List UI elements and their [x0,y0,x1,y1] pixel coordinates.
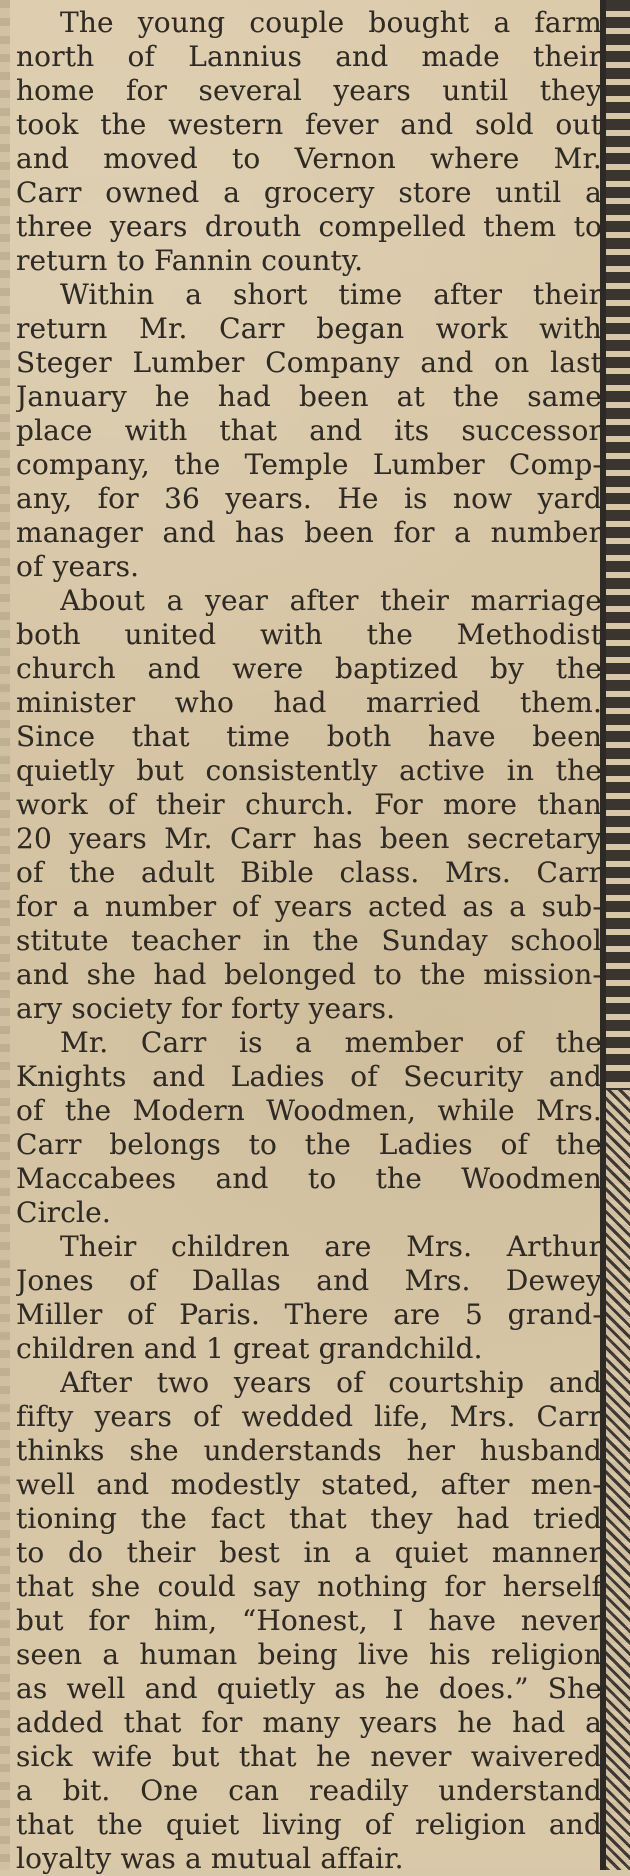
text-line: manager and has been for a number [16,516,602,549]
text-line: Carr belongs to the Ladies of the [16,1128,602,1161]
text-line: three years drouth compelled them to [16,210,602,243]
text-line: seen a human being live his religion [16,1638,602,1671]
text-line: loyalty was a mutual affair. [16,1842,404,1875]
text-line: After two years of courtship and [60,1366,602,1399]
text-line: minister who had married them. [16,686,602,719]
text-line: stitute teacher in the Sunday school [16,924,602,957]
text-line: that she could say nothing for herself [16,1570,602,1603]
text-line: place with that and its successor [16,414,602,447]
text-line: Circle. [16,1196,111,1229]
text-line: Within a short time after their [60,278,602,311]
text-line: of the Modern Woodmen, while Mrs. [16,1094,602,1127]
text-line: company, the Temple Lumber Comp- [16,448,602,481]
text-line: of the adult Bible class. Mrs. Carr [16,856,602,889]
text-line: as well and quietly as he does.” She [16,1672,602,1705]
text-line: Jones of Dallas and Mrs. Dewey [16,1264,602,1297]
text-line: of years. [16,550,140,583]
text-line: Carr owned a grocery store until a [16,176,602,209]
text-line: thinks she understands her husband [16,1434,602,1467]
text-line: any, for 36 years. He is now yard [16,482,602,515]
text-line: 20 years Mr. Carr has been secretary [16,822,602,855]
text-line: Miller of Paris. There are 5 grand- [16,1298,602,1331]
text-line: About a year after their marriage [60,584,602,617]
text-line: fifty years of wedded life, Mrs. Carr [16,1400,602,1433]
text-line: Maccabees and to the Woodmen [16,1162,602,1195]
article-column [16,0,602,1875]
text-line: took the western fever and sold out [16,108,602,141]
text-line: Steger Lumber Company and on last [16,346,602,379]
text-line: Since that time both have been [16,720,602,753]
text-line: sick wife but that he never waivered [16,1740,602,1773]
text-line: that the quiet living of religion and [16,1808,602,1841]
text-line: return to Fannin county. [16,244,364,277]
text-line: to do their best in a quiet manner [16,1536,602,1569]
text-line: children and 1 great grandchild. [16,1332,483,1365]
text-line: and she had belonged to the mission- [16,958,602,991]
text-line: both united with the Methodist [16,618,602,651]
text-line: Their children are Mrs. Arthur [60,1230,602,1263]
text-line: tioning the fact that they had tried [16,1502,602,1535]
text-line: and moved to Vernon where Mr. [16,142,602,175]
text-line: home for several years until they [16,74,602,107]
text-line: north of Lannius and made their [16,40,602,73]
text-line: Mr. Carr is a member of the [60,1026,602,1059]
text-line: quietly but consistently active in the [16,754,602,787]
text-line: added that for many years he had a [16,1706,602,1739]
adjacent-column-strip [606,0,630,1870]
left-column-edge [0,0,10,1870]
text-line: Knights and Ladies of Security and [16,1060,602,1093]
text-line: work of their church. For more than [16,788,602,821]
text-line: a bit. One can readily understand [16,1774,602,1807]
text-line: The young couple bought a farm [60,6,602,39]
text-line: return Mr. Carr began work with [16,312,602,345]
text-line: ary society for forty years. [16,992,396,1025]
text-line: but for him, “Honest, I have never [16,1604,602,1637]
text-line: for a number of years acted as a sub- [16,890,602,923]
text-line: well and modestly stated, after men- [16,1468,602,1501]
text-line: church and were baptized by the [16,652,602,685]
text-line: January he had been at the same [16,380,602,413]
